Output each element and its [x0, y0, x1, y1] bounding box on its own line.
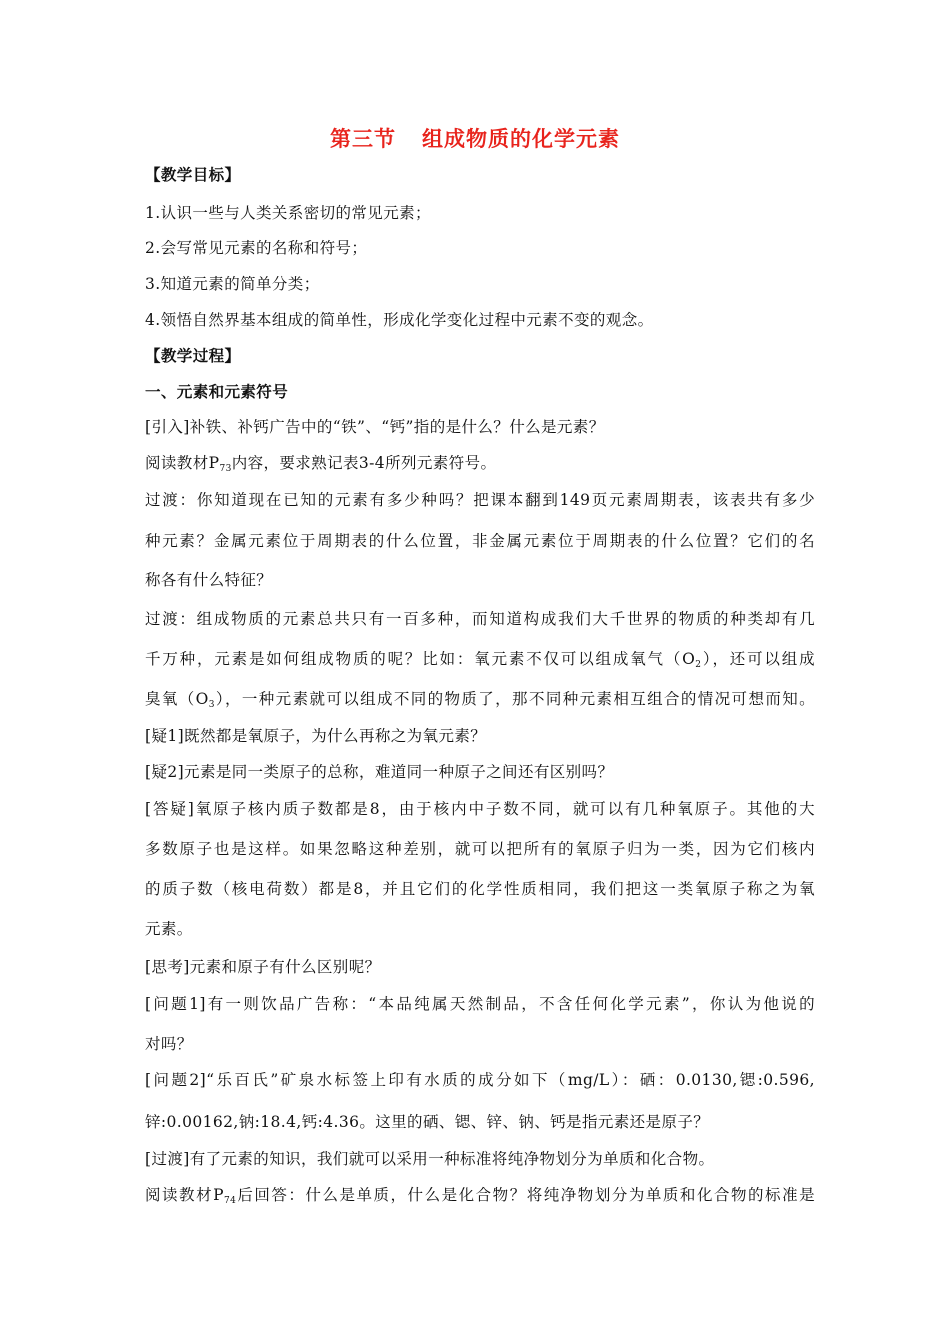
paragraph-reading: 阅读教材$P_{73}$内容，要求熟记表3-4所列元素符号。	[145, 454, 497, 474]
question-1: [疑1]既然都是氧原子，为什么再称之为氧元素？	[145, 727, 487, 745]
paragraph-transition2-line: 千万种，元素是如何组成物质的呢？比如：氧元素不仅可以组成氧气$(O_2)$，还可以组成	[145, 650, 815, 670]
objective-item: 2.会写常见元素的名称和符号；	[145, 239, 368, 257]
page-title	[0, 123, 950, 153]
answer-line: 元素。	[145, 920, 193, 938]
answer-line: 多数原子也是这样。如果忽略这种差别，就可以把所有的氧原子归为一类，因为它们核内	[145, 840, 815, 858]
objectives-heading: 【教学目标】	[145, 166, 241, 184]
section-heading: 一、元素和元素符号	[145, 383, 289, 401]
problem-1-line: 对吗？	[145, 1035, 193, 1053]
transition-paragraph: [过渡]有了元素的知识，我们就可以采用一种标准将纯净物划分为单质和化合物。	[145, 1150, 715, 1168]
paragraph-intro: [引入]补铁、补钙广告中的“铁”、“钙”指的是什么？什么是元素？	[145, 418, 605, 436]
title-text: 组成物质的化学元素	[422, 127, 620, 151]
answer-line: [答疑]氧原子核内质子数都是8，由于核内中子数不同，就可以有几种氧原子。其他的大	[145, 800, 815, 818]
think-prompt: [思考]元素和原子有什么区别呢？	[145, 958, 381, 976]
objective-item: 3.知道元素的简单分类；	[145, 275, 320, 293]
answer-line: 的质子数（核电荷数）都是8，并且它们的化学性质相同，我们把这一类氧原子称之为氧	[145, 880, 815, 898]
title-section-number: 第三节	[330, 127, 396, 151]
objective-item: 4.领悟自然界基本组成的简单性，形成化学变化过程中元素不变的观念。	[145, 311, 654, 329]
paragraph-transition-line: 过渡：你知道现在已知的元素有多少种吗？把课本翻到149页元素周期表，该表共有多少	[145, 491, 815, 509]
problem-2-line: 锌:0.00162,钠:18.4,钙:4.36。这里的硒、锶、锌、钠、钙是指元素还是原子？	[145, 1113, 710, 1131]
process-heading: 【教学过程】	[145, 347, 241, 365]
question-2: [疑2]元素是同一类原子的总称，难道同一种原子之间还有区别吗？	[145, 763, 614, 781]
paragraph-transition2-line: 过渡：组成物质的元素总共只有一百多种，而知道构成我们大千世界的物质的种类却有几	[145, 610, 815, 628]
paragraph-transition2-line: 臭氧$(O_3)$，一种元素就可以组成不同的物质了，那不同种元素相互组合的情况可想而知。	[145, 690, 815, 710]
paragraph-transition-line: 称各有什么特征？	[145, 571, 273, 589]
objective-item: 1.认识一些与人类关系密切的常见元素；	[145, 204, 431, 222]
problem-2-line: [问题2]“乐百氏”矿泉水标签上印有水质的成分如下（mg/L）：硒：0.0130,锶:0.596,	[145, 1071, 815, 1089]
paragraph-reading-2: 阅读教材$P_{74}$后回答：什么是单质，什么是化合物？将纯净物划分为单质和化合物的标准是	[145, 1186, 815, 1206]
problem-1-line: [问题1]有一则饮品广告称：“本品纯属天然制品，不含任何化学元素”，你认为他说的	[145, 995, 815, 1013]
paragraph-transition-line: 种元素？金属元素位于周期表的什么位置，非金属元素位于周期表的什么位置？它们的名	[145, 532, 815, 550]
